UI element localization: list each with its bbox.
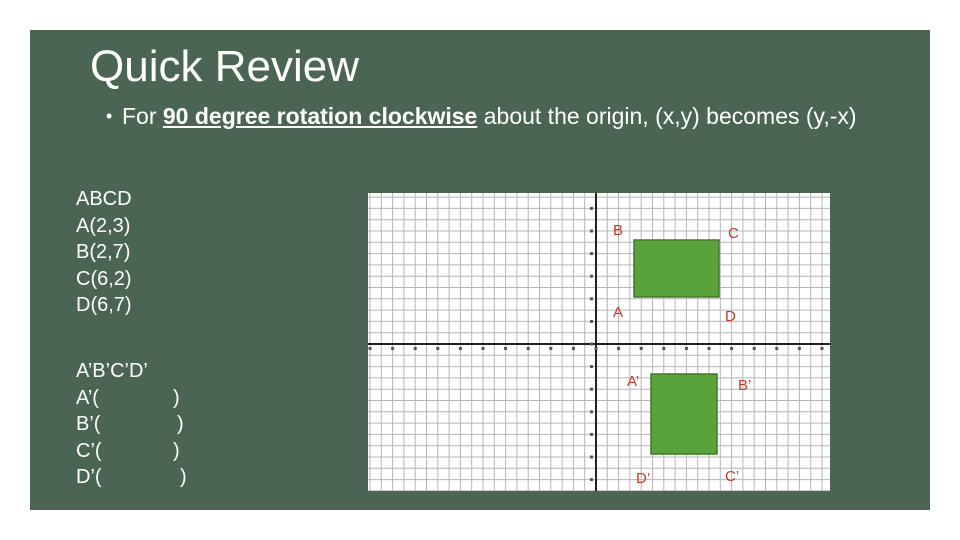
axis-tick-y	[590, 230, 593, 233]
axis-tick-y	[590, 320, 593, 323]
label-b-prime: B’	[738, 377, 752, 394]
axis-tick-y	[590, 410, 593, 413]
point-a: A(2,3)	[76, 214, 131, 237]
bullet-emphasis: 90 degree rotation clockwise	[162, 103, 478, 129]
axis-tick-y	[590, 207, 593, 210]
axis-tick-y	[590, 456, 593, 459]
axis-tick-y	[590, 433, 593, 436]
axis-tick-x	[617, 347, 620, 350]
coordinate-grid-image	[368, 193, 830, 491]
slide-title: Quick Review	[90, 42, 359, 91]
point-a-prime-close: )	[173, 386, 180, 409]
original-rectangle	[634, 240, 719, 297]
label-c: C	[728, 225, 739, 242]
point-d: D(6,7)	[76, 294, 132, 316]
point-c-prime-row	[76, 438, 180, 465]
axis-tick-x	[436, 347, 439, 350]
axis-tick-x	[708, 347, 711, 350]
axis-tick-x	[504, 347, 507, 350]
axis-tick-y	[590, 297, 593, 300]
point-a-prime-open: A’(	[76, 386, 99, 409]
bullet-dot: •	[106, 106, 113, 126]
original-points-heading: ABCD	[76, 188, 132, 210]
label-d-prime: D’	[636, 470, 651, 487]
bullet-rule	[106, 100, 886, 133]
label-c-prime: C’	[725, 468, 740, 485]
grid-lines	[368, 193, 830, 491]
axis-tick-x	[595, 347, 598, 350]
point-d-prime-open: D’(	[76, 466, 102, 488]
axis-tick-x	[414, 347, 417, 350]
label-a: A	[613, 304, 624, 321]
rotated-rectangle	[651, 374, 717, 454]
point-b-prime-row	[76, 411, 184, 438]
axis-tick-x	[821, 347, 824, 350]
point-c: C(6,2)	[76, 267, 132, 290]
axis-tick-x	[662, 347, 665, 350]
label-d: D	[725, 308, 736, 325]
axis-tick-x	[753, 347, 756, 350]
axis-tick-x	[640, 347, 643, 350]
bullet-text	[106, 100, 886, 133]
axis-tick-x	[549, 347, 552, 350]
point-d-prime-row	[76, 464, 187, 491]
axis-tick-y	[590, 388, 593, 391]
point-b-prime-close: )	[177, 413, 184, 435]
axis-tick-x	[572, 347, 575, 350]
point-d-prime-close: )	[180, 466, 187, 488]
slide	[30, 30, 930, 510]
axis-tick-x	[459, 347, 462, 350]
axis-tick-x	[527, 347, 530, 350]
label-b: B	[613, 222, 624, 239]
label-a-prime: A’	[627, 373, 640, 390]
axis-tick-x	[730, 347, 733, 350]
axis-tick-x	[775, 347, 778, 350]
point-b: B(2,7)	[76, 241, 131, 263]
axis-tick-x	[798, 347, 801, 350]
axis-tick-x	[369, 347, 372, 350]
original-points-list	[76, 186, 132, 319]
axis-tick-x	[391, 347, 394, 350]
bullet-suffix: about the origin, (x,y) becomes (y,-x)	[477, 103, 857, 129]
point-c-prime-open: C’(	[76, 439, 102, 462]
bullet-prefix: For	[122, 103, 163, 129]
axis-tick-x	[482, 347, 485, 350]
axis-tick-y	[590, 365, 593, 368]
image-points-heading: A’B’C’D’	[76, 360, 148, 382]
point-b-prime-open: B’(	[76, 413, 101, 435]
axis-tick-y	[590, 478, 593, 481]
coordinate-grid-svg	[368, 193, 830, 491]
axis-tick-x	[685, 347, 688, 350]
axis-tick-y	[590, 252, 593, 255]
axis-tick-y	[590, 343, 593, 346]
axis-tick-y	[590, 275, 593, 278]
point-c-prime-close: )	[173, 439, 180, 462]
point-a-prime-row	[76, 385, 180, 412]
image-points-list	[76, 358, 187, 491]
